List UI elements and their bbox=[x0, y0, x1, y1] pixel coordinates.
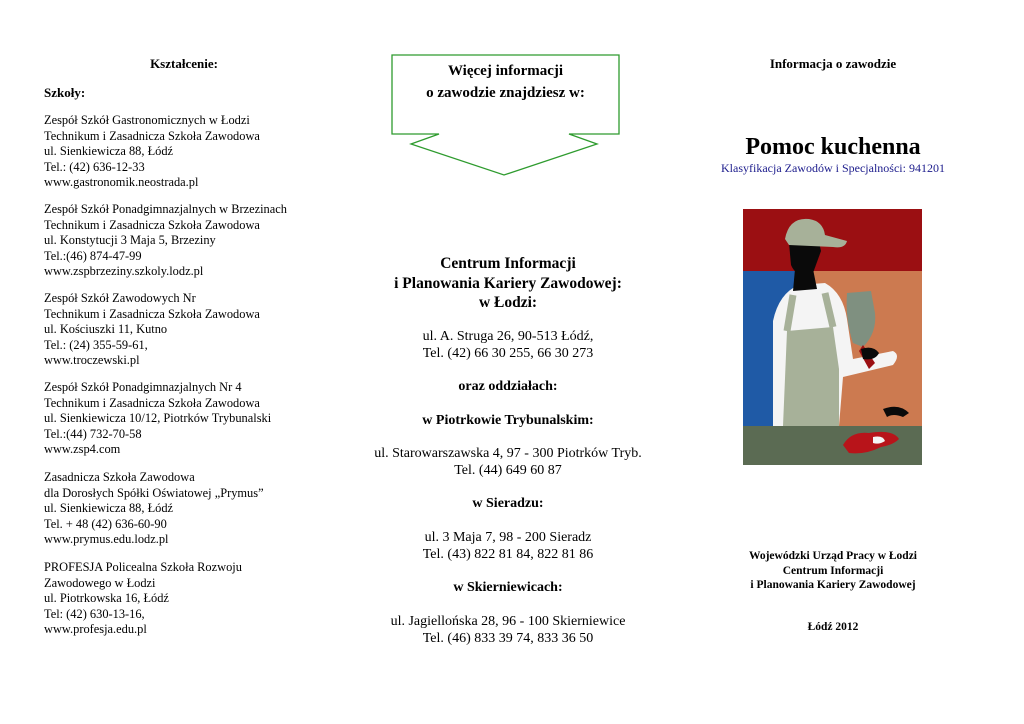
school-phone: Tel.: (42) 636-12-33 bbox=[44, 159, 145, 174]
schools-subheading: Szkoły: bbox=[44, 85, 86, 100]
counter bbox=[743, 426, 922, 465]
school-phone: Tel: (42) 630-13-16, bbox=[44, 606, 145, 621]
callout-line: o zawodzie znajdziesz w: bbox=[426, 85, 585, 101]
branch-city: w Sieradzu: bbox=[472, 496, 544, 511]
school-website[interactable]: www.zsp4.com bbox=[44, 442, 121, 457]
school-type: Technikum i Zasadnicza Szkoła Zawodowa bbox=[44, 128, 260, 143]
branch-address: ul. 3 Maja 7, 98 - 200 Sieradz bbox=[424, 530, 592, 545]
school-website[interactable]: www.profesja.edu.pl bbox=[44, 622, 147, 637]
branch-phone: Tel. (46) 833 39 74, 833 36 50 bbox=[422, 631, 594, 646]
school-phone: Tel.: (24) 355-59-61, bbox=[44, 337, 148, 352]
school-website[interactable]: www.zspbrzeziny.szkoly.lodz.pl bbox=[44, 264, 204, 279]
school-type: dla Dorosłych Spółki Oświatowej „Prymus” bbox=[44, 485, 264, 500]
school-address: ul. Sienkiewicza 88, Łódź bbox=[44, 144, 174, 159]
center-title-line: w Łodzi: bbox=[478, 294, 538, 311]
school-type: Technikum i Zasadnicza Szkoła Zawodowa bbox=[44, 217, 260, 232]
school-website[interactable]: www.troczewski.pl bbox=[44, 353, 140, 368]
more-info-callout bbox=[391, 54, 620, 178]
school-name: Zespół Szkół Ponadgimnazjalnych w Brzezinach bbox=[44, 202, 287, 216]
school-address: ul. Sienkiewicza 88, Łódź bbox=[44, 501, 174, 516]
center-title bbox=[356, 254, 660, 313]
callout-text bbox=[391, 60, 620, 104]
green-apron bbox=[783, 327, 839, 426]
school-type: Technikum i Zasadnicza Szkoła Zawodowa bbox=[44, 395, 260, 410]
school-name: Zespół Szkół Gastronomicznych w Łodzi bbox=[44, 113, 250, 127]
school-type: Zawodowego w Łodzi bbox=[44, 575, 156, 590]
publisher-line: Centrum Informacji bbox=[782, 564, 884, 577]
school-entry bbox=[44, 202, 287, 280]
callout-line: Więcej informacji bbox=[447, 63, 564, 79]
branch-phone: Tel. (44) 649 60 87 bbox=[454, 463, 562, 478]
school-website[interactable]: www.gastronomik.neostrada.pl bbox=[44, 175, 199, 190]
school-address: ul. Sienkiewicza 10/12, Piotrków Trybunalski bbox=[44, 411, 272, 426]
branch-city: w Skierniewicach: bbox=[453, 580, 563, 595]
branches-label: oraz oddziałach: bbox=[458, 379, 558, 394]
school-type: Technikum i Zasadnicza Szkoła Zawodowa bbox=[44, 306, 260, 321]
school-name: PROFESJA Policealna Szkoła Rozwoju bbox=[44, 560, 242, 574]
school-name: Zespół Szkół Ponadgimnazjalnych Nr 4 bbox=[44, 380, 242, 394]
kitchen-helper-illustration bbox=[743, 209, 922, 465]
school-name: Zespół Szkół Zawodowych Nr bbox=[44, 291, 196, 305]
publication-place-year: Łódź 2012 bbox=[807, 621, 859, 633]
school-address: ul. Konstytucji 3 Maja 5, Brzeziny bbox=[44, 233, 216, 248]
publisher-line: Wojewódzki Urząd Pracy w Łodzi bbox=[748, 550, 917, 562]
school-entry bbox=[44, 560, 242, 638]
center-title-line: Centrum Informacji bbox=[440, 255, 576, 272]
school-address: ul. Kościuszki 11, Kutno bbox=[44, 322, 168, 337]
education-heading: Kształcenie: bbox=[150, 56, 218, 71]
school-name: Zasadnicza Szkoła Zawodowa bbox=[44, 470, 195, 484]
school-phone: Tel. + 48 (42) 636-60-90 bbox=[44, 516, 167, 531]
classification-code: Klasyfikacja Zawodów i Specjalności: 941201 bbox=[721, 161, 945, 175]
school-address: ul. Piotrkowska 16, Łódź bbox=[44, 591, 169, 606]
branch-address: ul. Starowarszawska 4, 97 - 300 Piotrków Tryb. bbox=[374, 446, 642, 461]
school-entry bbox=[44, 291, 260, 369]
school-entry bbox=[44, 113, 260, 191]
occupation-info-label: Informacja o zawodzie bbox=[769, 56, 897, 71]
branch-phone: Tel. (43) 822 81 84, 822 81 86 bbox=[422, 547, 594, 562]
main-address: ul. A. Struga 26, 90-513 Łódź, bbox=[422, 329, 594, 344]
branch-city: w Piotrkowie Trybunalskim: bbox=[422, 413, 594, 428]
publisher-org bbox=[700, 549, 966, 593]
school-entry bbox=[44, 380, 271, 458]
school-website[interactable]: www.prymus.edu.lodz.pl bbox=[44, 532, 169, 547]
school-phone: Tel.:(46) 874-47-99 bbox=[44, 248, 142, 263]
center-title-line: i Planowania Kariery Zawodowej: bbox=[394, 274, 622, 292]
publisher-line: i Planowania Kariery Zawodowej bbox=[750, 579, 916, 591]
school-phone: Tel.:(44) 732-70-58 bbox=[44, 426, 142, 441]
school-entry bbox=[44, 470, 264, 548]
branch-address: ul. Jagiellońska 28, 96 - 100 Skierniewice bbox=[390, 614, 626, 629]
occupation-title: Pomoc kuchenna bbox=[745, 134, 921, 160]
main-phone: Tel. (42) 66 30 255, 66 30 273 bbox=[422, 346, 594, 361]
